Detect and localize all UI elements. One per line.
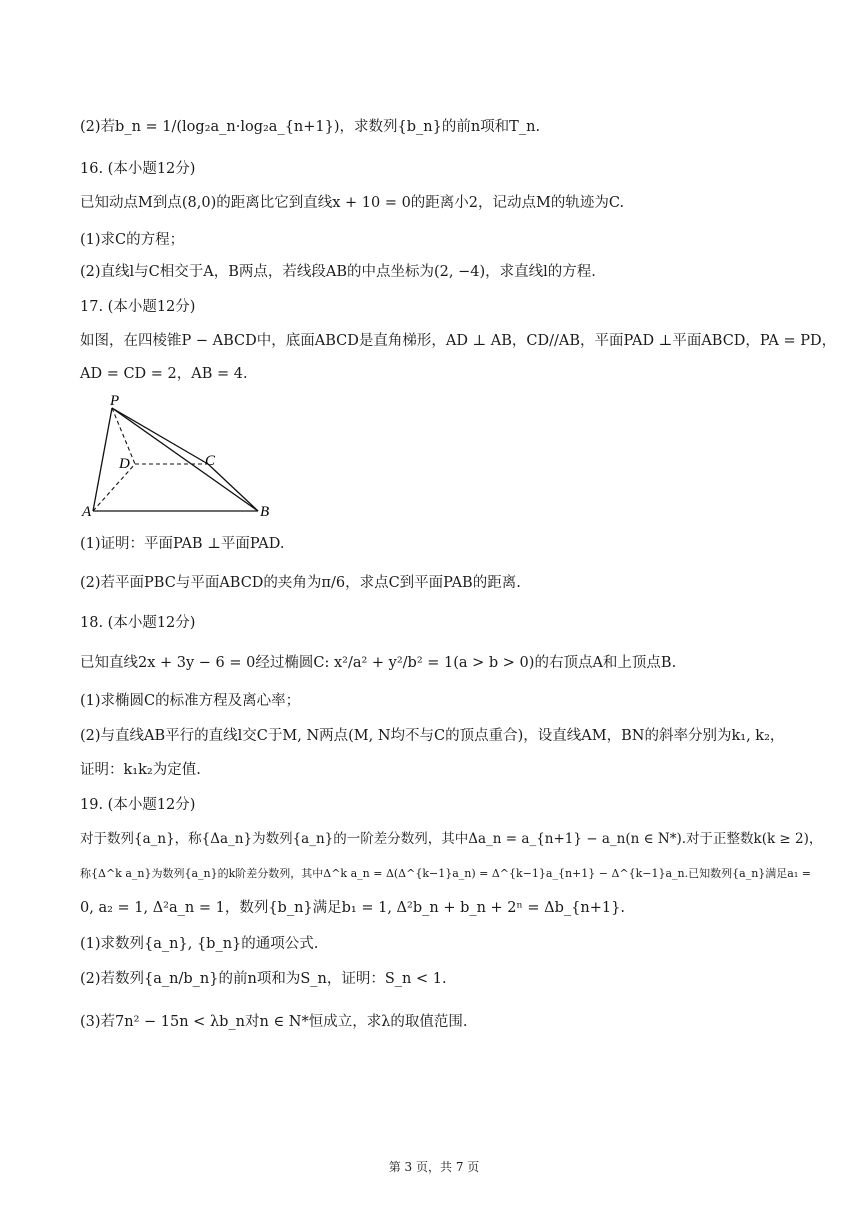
q17-part1: (1)证明：平面PAB ⊥平面PAD. <box>80 536 285 552</box>
q19-stem-line1: 对于数列{a_n}，称{Δa_n}为数列{a_n}的一阶差分数列，其中Δa_n = a_{n+1} − a_n(n ∈ N*).对于正整数k(k ≥ 2)， <box>80 831 823 847</box>
q18-stem: 已知直线2x + 3y − 6 = 0经过椭圆C: x²/a² + y²/b² = 1(a > b > 0)的右顶点A和上顶点B. <box>80 655 677 671</box>
q17-stem-line2: AD = CD = 2，AB = 4. <box>80 366 248 382</box>
label-D: D <box>119 456 130 472</box>
page-number-footer: 第 3 页，共 7 页 <box>388 1160 480 1174</box>
pyramid-diagram <box>80 392 280 522</box>
label-C: C <box>205 453 216 469</box>
q16-part1: (1)求C的方程； <box>80 232 185 248</box>
q17-stem-line1: 如图，在四棱锥P − ABCD中，底面ABCD是直角梯形，AD ⊥ AB，CD//AB，平面PAD ⊥平面ABCD，PA = PD， <box>80 333 837 349</box>
q19-stem-line2: 称{Δ^k a_n}为数列{a_n}的k阶差分数列，其中Δ^k a_n = Δ(Δ^{k−1}a_n) = Δ^{k−1}a_{n+1} − Δ^{k−1}a_n.已知数列{a_n}满足a₁ = <box>80 867 811 880</box>
q18-part1: (1)求椭圆C的标准方程及离心率； <box>80 693 301 709</box>
q17-heading: 17. (本小题12分) <box>80 299 196 315</box>
q18-heading: 18. (本小题12分) <box>80 615 196 631</box>
q16-part2: (2)直线l与C相交于A，B两点，若线段AB的中点坐标为(2, −4)，求直线l的方程. <box>80 264 596 280</box>
q15-part2: (2)若b_n = 1/(log₂a_n·log₂a_{n+1})，求数列{b_n}的前n项和T_n. <box>80 119 541 135</box>
q19-heading: 19. (本小题12分) <box>80 797 196 813</box>
q16-stem: 已知动点M到点(8,0)的距离比它到直线x + 10 = 0的距离小2，记动点M的轨迹为C. <box>80 195 625 211</box>
edge-PA <box>93 408 112 511</box>
q17-part2: (2)若平面PBC与平面ABCD的夹角为π/6，求点C到平面PAB的距离. <box>80 575 521 591</box>
edge-PB <box>112 408 258 511</box>
pyramid-figure <box>80 392 280 522</box>
q16-heading: 16. (本小题12分) <box>80 161 196 177</box>
q18-part2-line1: (2)与直线AB平行的直线l交C于M, N两点(M, N均不与C的顶点重合)，设直线AM，BN的斜率分别为k₁, k₂， <box>80 728 785 744</box>
q19-stem-line3: 0, a₂ = 1, Δ²a_n = 1，数列{b_n}满足b₁ = 1, Δ²b_n + b_n + 2ⁿ = Δb_{n+1}. <box>80 900 625 916</box>
q19-part3: (3)若7n² − 15n < λb_n对n ∈ N*恒成立，求λ的取值范围. <box>80 1014 468 1030</box>
q18-part2-line2: 证明：k₁k₂为定值. <box>80 762 201 778</box>
label-P: P <box>110 393 120 409</box>
edge-CB <box>208 464 258 511</box>
label-A: A <box>82 504 92 520</box>
q19-part1: (1)求数列{a_n}, {b_n}的通项公式. <box>80 936 319 952</box>
label-B: B <box>260 504 270 520</box>
q19-part2: (2)若数列{a_n/b_n}的前n项和为S_n，证明：S_n < 1. <box>80 971 447 987</box>
